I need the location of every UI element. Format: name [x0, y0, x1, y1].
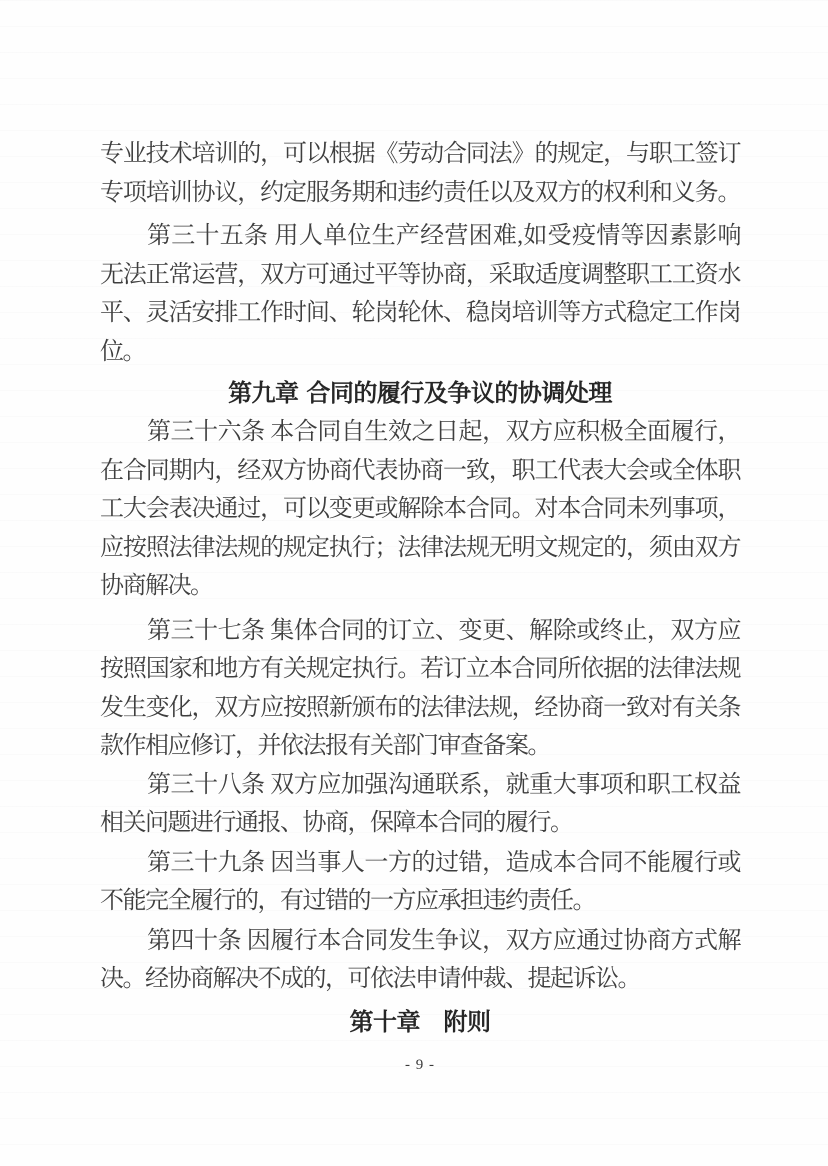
- body-line: 第三十六条 本合同自生效之日起，双方应积极全面履行，: [147, 419, 740, 445]
- body-line: 在合同期内，经双方协商代表协商一致，职工代表大会或全体职: [100, 457, 740, 484]
- body-line: 专项培训协议，约定服务期和违约责任以及双方的权利和义务。: [100, 179, 740, 206]
- chapter-10-heading: 第十章 附则: [349, 1007, 491, 1036]
- paragraph-article-40: [100, 922, 740, 999]
- paragraph-article-37: [100, 612, 740, 766]
- body-line: 专业技术培训的，可以根据《劳动合同法》的规定，与职工签订: [100, 141, 740, 167]
- body-line: 协商解决。: [100, 573, 213, 599]
- body-line: 第三十八条 双方应加强沟通联系，就重大事项和职工权益: [147, 771, 740, 798]
- body-line: 第三十七条 集体合同的订立、变更、解除或终止，双方应: [147, 617, 740, 644]
- paragraph-article-35: [100, 217, 740, 371]
- page-number: - 9 -: [405, 1056, 435, 1073]
- body-line: 发生变化，双方应按照新颁布的法律法规，经协商一致对有关条: [100, 694, 740, 721]
- paragraph-article-38: [100, 766, 740, 843]
- body-line: 无法正常运营，双方可通过平等协商，采取适度调整职工工资水: [100, 261, 740, 288]
- paragraph-article-39: [100, 844, 740, 921]
- body-line: 第三十五条 用人单位生产经营困难,如受疫情等因素影响: [147, 223, 740, 249]
- body-line: 不能完全履行的，有过错的一方应承担违约责任。: [100, 888, 595, 914]
- body-line: 按照国家和地方有关规定执行。若订立本合同所依据的法律法规: [100, 656, 740, 682]
- paragraph-article-36: [100, 413, 740, 606]
- body-line: 第三十九条 因当事人一方的过错，造成本合同不能履行或: [147, 849, 740, 876]
- body-line: 款作相应修订，并依法报有关部门审查备案。: [100, 733, 550, 759]
- contract-text-column: [100, 135, 740, 1075]
- body-line: 相关问题进行通报、协商，保障本合同的履行。: [100, 810, 573, 836]
- body-line: 第四十条 因履行本合同发生争议，双方应通过协商方式解: [147, 927, 740, 954]
- body-line: 决。经协商解决不成的，可依法申请仲裁、提起诉讼。: [100, 966, 640, 992]
- body-line: 工大会表决通过，可以变更或解除本合同。对本合同未列事项，: [100, 496, 740, 522]
- body-line: 平、灵活安排工作时间、轮岗轮休、稳岗培训等方式稳定工作岗: [100, 300, 740, 326]
- body-line: 应按照法律法规的规定执行；法律法规无明文规定的，须由双方: [100, 534, 740, 561]
- body-line: 位。: [100, 338, 145, 365]
- chapter-9-heading: 第九章 合同的履行及争议的协调处理: [228, 379, 612, 407]
- paragraph-training-continuation: [100, 135, 740, 212]
